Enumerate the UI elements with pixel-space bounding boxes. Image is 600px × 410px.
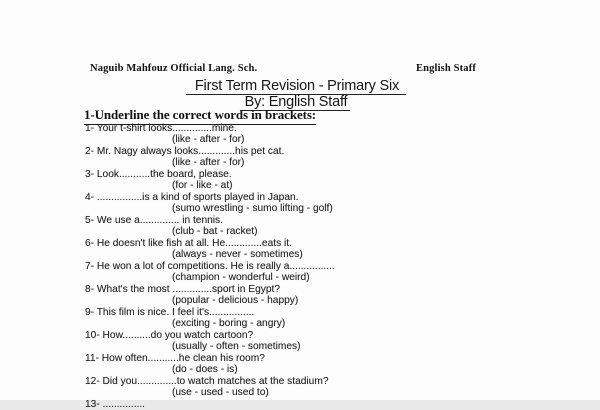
worksheet-header (90, 63, 476, 74)
staff-label: English Staff (416, 63, 476, 74)
options-line: (like - after - for) (85, 134, 600, 146)
exercise-item (85, 307, 600, 330)
question-line: 5- We use a.............. in tennis. (85, 215, 600, 227)
options-line: (popular - delicious - happy) (85, 295, 600, 307)
question-line: 3- Look...........the board, please. (85, 169, 600, 181)
exercise-item (85, 169, 600, 192)
question-line: 12- Did you..............to watch matches at the stadium? (85, 376, 600, 388)
exercise-item (85, 330, 600, 353)
exercise-item (85, 146, 600, 169)
options-line: (for - like - at) (85, 180, 600, 192)
partial-item-line: 13- ............... (85, 399, 600, 410)
question-line: 9- This film is nice. I feel it's................ (85, 307, 600, 319)
exercise-item (85, 123, 600, 146)
question-line: 6- He doesn't like fish at all. He.............eats it. (85, 238, 600, 250)
exercise-item (85, 284, 600, 307)
exercise-item (85, 238, 600, 261)
school-name: Naguib Mahfouz Official Lang. Sch. (90, 63, 257, 74)
exercise-item (85, 215, 600, 238)
options-line: (do - does - is) (85, 364, 600, 376)
exercise-item (85, 192, 600, 215)
options-line: (always - never - sometimes) (85, 249, 600, 261)
exercise-list (85, 123, 600, 401)
options-line: (like - after - for) (85, 157, 600, 169)
options-line: (use - used - used to) (85, 387, 600, 399)
worksheet-title: First Term Revision - Primary Six (186, 78, 406, 95)
question-line: 11- How often...........he clean his room? (85, 353, 600, 365)
worksheet-byline: By: English Staff (242, 94, 351, 111)
options-line: (champion - wonderful - weird) (85, 272, 600, 284)
options-line: (sumo wrestling - sumo lifting - golf) (85, 203, 600, 215)
options-line: (club - bat - racket) (85, 226, 600, 238)
options-line: (usually - often - sometimes) (85, 341, 600, 353)
question-line: 7- He won a lot of competitions. He is really a................ (85, 261, 600, 273)
section-heading: 1-Underline the correct words in brackets: (84, 107, 316, 125)
question-line: 1- Your t-shirt looks..............mine. (85, 123, 600, 135)
options-line: (exciting - boring - angry) (85, 318, 600, 330)
question-line: 2- Mr. Nagy always looks.............his pet cat. (85, 146, 600, 158)
exercise-item (85, 261, 600, 284)
question-line: 8- What's the most ..............sport in Egypt? (85, 284, 600, 296)
exercise-item (85, 353, 600, 376)
question-line: 10- How..........do you watch cartoon? (85, 330, 600, 342)
exercise-item (85, 376, 600, 399)
question-line: 4- ................is a kind of sports played in Japan. (85, 192, 600, 204)
